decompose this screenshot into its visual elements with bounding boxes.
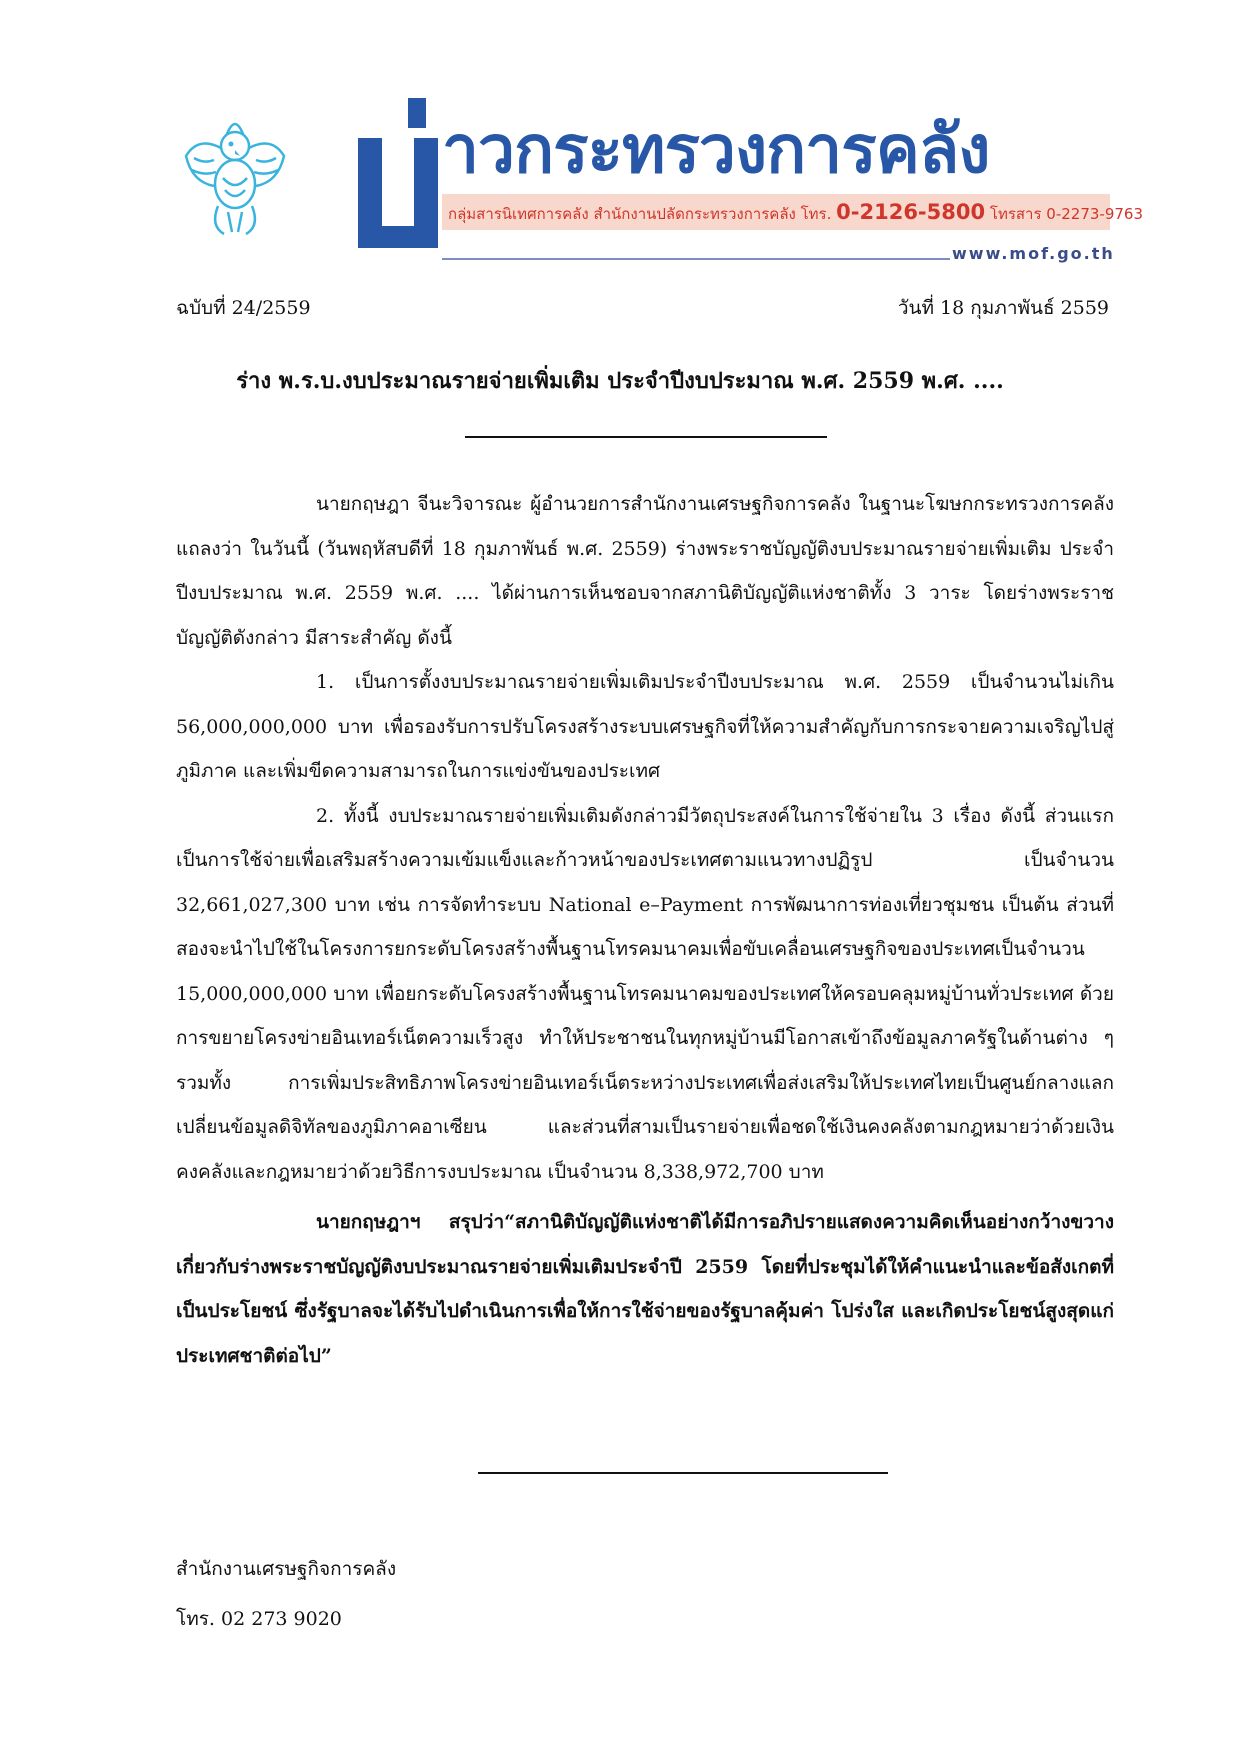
- end-divider: [478, 1472, 888, 1474]
- footer-office: สำนักงานเศรษฐกิจการคลัง: [176, 1558, 397, 1580]
- body-paragraph: 2. ทั้งนี้ งบประมาณรายจ่ายเพิ่มเติมดังกล่าวมีวัตถุประสงค์ในการใช้จ่ายใน 3 เรื่อง ดังนี้ ส่วนแรกเป็นการใช้จ่ายเพื่อเสริมสร้างความเข้มแข็งและก้าวหน้าของประเทศตามแนวทางปฏิรูป เป็นจำนวน 32,661,027,300 บาท เช่น การจัดทำระบบ National e–Payment การพัฒนาการท่องเที่ยวชุมชน เป็นต้น ส่วนที่สองจะนำไปใช้ในโครงการยกระดับโครงสร้างพื้นฐานโทรคมนาคมเพื่อขับเคลื่อนเศรษฐกิจของประเทศเป็นจำนวน 15,000,000,000 บาท เพื่อยกระดับโครงสร้างพื้นฐานโทรคมนาคมของประเทศให้ครอบคลุมหมู่บ้านทั่วประเทศ ด้วยการขยายโครงข่ายอินเทอร์เน็ตความเร็วสูง ทำให้ประชาชนในทุกหมู่บ้านมีโอกาสเข้าถึงข้อมูลภาครัฐในด้านต่าง ๆ รวมทั้ง การเพิ่มประสิทธิภาพโครงข่ายอินเทอร์เน็ตระหว่างประเทศเพื่อส่งเสริมให้ประเทศไทยเป็นศูนย์กลางแลกเปลี่ยนข้อมูลดิจิทัลของภูมิภาคอาเซียน และส่วนที่สามเป็นรายจ่ายเพื่อชดใช้เงินคงคลังตามกฎหมายว่าด้วยเงินคงคลังและกฎหมายว่าด้วยวิธีการงบประมาณ เป็นจำนวน 8,338,972,700 บาท: [176, 804, 1114, 1183]
- masthead-agency: กลุ่มสารนิเทศการคลัง สำนักงานปลัดกระทรวงการคลัง โทร.: [448, 205, 832, 223]
- issue-number: ฉบับที่ 24/2559: [176, 297, 311, 319]
- garuda-emblem-icon: [180, 108, 290, 238]
- contact-footer: [176, 1544, 396, 1644]
- title-divider: [465, 436, 827, 438]
- body-paragraph: นายกฤษฎา จีนะวิจารณะ ผู้อำนวยการสำนักงานเศรษฐกิจการคลัง ในฐานะโฆษกกระทรวงการคลัง แถลงว่า ในวันนี้ (วันพฤหัสบดีที่ 18 กุมภาพันธ์ พ.ศ. 2559) ร่างพระราชบัญญัติงบประมาณรายจ่ายเพิ่มเติม ประจำปีงบประมาณ พ.ศ. 2559 พ.ศ. .... ได้ผ่านการเห็นชอบจากสภานิติบัญญัติแห่งชาติทั้ง 3 วาระ โดยร่างพระราชบัญญัติดังกล่าว มีสาระสำคัญ ดังนี้: [176, 493, 1114, 649]
- masthead-subtitle: [448, 198, 1143, 228]
- footer-phone: โทร. 02 273 9020: [176, 1608, 342, 1630]
- masthead-website: www.mof.go.th: [952, 244, 1115, 263]
- masthead-rule: [442, 258, 950, 260]
- masthead-phone: 0-2126-5800: [836, 200, 986, 224]
- masthead-big-letter-logo: [328, 98, 448, 250]
- masthead-title: าวกระทรวงการคลัง: [442, 111, 990, 188]
- document-body: [176, 482, 1114, 1378]
- body-paragraph: 1. เป็นการตั้งงบประมาณรายจ่ายเพิ่มเติมประจำปีงบประมาณ พ.ศ. 2559 เป็นจำนวนไม่เกิน 56,000,000,000 บาท เพื่อรองรับการปรับโครงสร้างระบบเศรษฐกิจที่ให้ความสำคัญกับการกระจายความเจริญไปสู่ภูมิภาค และเพิ่มขีดความสามารถในการแข่งขันของประเทศ: [176, 671, 1114, 782]
- issue-date: วันที่ 18 กุมภาพันธ์ 2559: [897, 297, 1109, 319]
- summary-intro: นายกฤษฎาฯ สรุปว่า: [316, 1211, 505, 1233]
- document-title: ร่าง พ.ร.บ.งบประมาณรายจ่ายเพิ่มเติม ประจำปีงบประมาณ พ.ศ. 2559 พ.ศ. ....: [236, 368, 1004, 394]
- summary-quote: “สภานิติบัญญัติแห่งชาติได้มีการอภิปรายแสดงความคิดเห็นอย่างกว้างขวางเกี่ยวกับร่างพระราชบัญญัติงบประมาณรายจ่ายเพิ่มเติมประจำปี 2559 โดยที่ประชุมได้ให้คำแนะนำและข้อสังเกตที่เป็นประโยชน์ ซึ่งรัฐบาลจะได้รับไปดำเนินการเพื่อให้การใช้จ่ายของรัฐบาลคุ้มค่า โปร่งใส และเกิดประโยชน์สูงสุดแก่ประเทศชาติต่อไป”: [176, 1211, 1114, 1367]
- masthead-fax: โทรสาร 0-2273-9763: [989, 205, 1144, 223]
- summary-paragraph: [176, 1200, 1114, 1378]
- letterhead: [180, 98, 1144, 273]
